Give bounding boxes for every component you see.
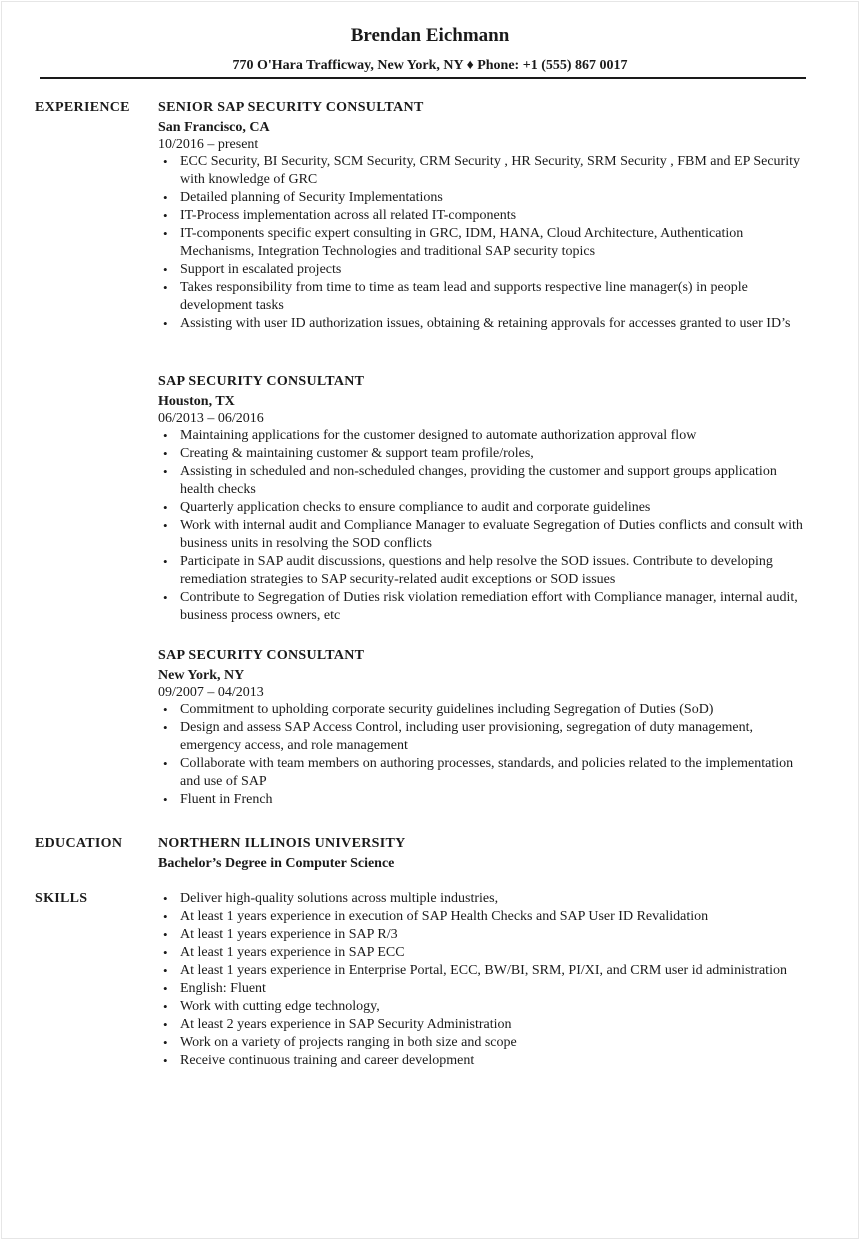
- bullet-item: • Design and assess SAP Access Control, including user provisioning, segregation of duty management, emergency access, and role management: [158, 719, 812, 755]
- header-divider: [40, 77, 806, 79]
- skill-item: • At least 1 years experience in SAP ECC: [158, 944, 812, 962]
- job-dates: 10/2016 – present: [158, 137, 259, 152]
- job-title: SAP SECURITY CONSULTANT: [158, 374, 365, 389]
- skill-item: • At least 1 years experience in Enterprise Portal, ECC, BW/BI, SRM, PI/XI, and CRM user id administration: [158, 962, 812, 980]
- candidate-name: Brendan Eichmann: [350, 25, 510, 46]
- job-dates: 06/2013 – 06/2016: [158, 411, 264, 426]
- degree: Bachelor’s Degree in Computer Science: [158, 856, 395, 871]
- section-label-education: EDUCATION: [35, 836, 123, 851]
- job-entry: [158, 99, 812, 333]
- job-location: New York, NY: [158, 668, 245, 683]
- skill-item: • English: Fluent: [158, 980, 812, 998]
- bullet-item: • IT-Process implementation across all related IT-components: [158, 207, 812, 225]
- bullet-item: • Commitment to upholding corporate security guidelines including Segregation of Duties (SoD): [158, 701, 812, 719]
- bullet-item: • Maintaining applications for the customer designed to automate authorization approval flow: [158, 427, 812, 445]
- job-title: SAP SECURITY CONSULTANT: [158, 648, 365, 663]
- job-bullets: [158, 427, 812, 625]
- job-dates: 09/2007 – 04/2013: [158, 685, 264, 700]
- bullet-item: • Contribute to Segregation of Duties risk violation remediation effort with Compliance manager, internal audit, business process owners, etc: [158, 589, 812, 625]
- bullet-item: • IT-components specific expert consulting in GRC, IDM, HANA, Cloud Architecture, Authentication Mechanisms, Integration Technologies and traditional SAP security topics: [158, 225, 812, 261]
- bullet-item: • Support in escalated projects: [158, 261, 812, 279]
- bullet-item: • Takes responsibility from time to time as team lead and supports respective line manager(s) in people development tasks: [158, 279, 812, 315]
- skill-item: • At least 1 years experience in execution of SAP Health Checks and SAP User ID Revalidation: [158, 908, 812, 926]
- bullet-item: • Assisting with user ID authorization issues, obtaining & retaining approvals for accesses granted to user ID’s: [158, 315, 812, 333]
- bullet-item: • Work with internal audit and Compliance Manager to evaluate Segregation of Duties conflicts and consult with business units in resolving the SOD conflicts: [158, 517, 812, 553]
- section-label-experience: EXPERIENCE: [35, 100, 130, 115]
- bullet-item: • ECC Security, BI Security, SCM Security, CRM Security , HR Security, SRM Security , FBM and EP Security with knowledge of GRC: [158, 153, 812, 189]
- section-label-skills: SKILLS: [35, 891, 88, 906]
- skill-item: • Deliver high-quality solutions across multiple industries,: [158, 890, 812, 908]
- skills-list: [158, 890, 812, 1070]
- job-location: San Francisco, CA: [158, 120, 270, 135]
- skills-body: [158, 890, 812, 1070]
- job-entry: [158, 647, 812, 809]
- bullet-item: • Assisting in scheduled and non-scheduled changes, providing the customer and support groups application health checks: [158, 463, 812, 499]
- job-bullets: [158, 701, 812, 809]
- bullet-item: • Fluent in French: [158, 791, 812, 809]
- bullet-item: • Detailed planning of Security Implementations: [158, 189, 812, 207]
- job-title: SENIOR SAP SECURITY CONSULTANT: [158, 100, 424, 115]
- bullet-item: • Quarterly application checks to ensure compliance to audit and corporate guidelines: [158, 499, 812, 517]
- skill-item: • At least 1 years experience in SAP R/3: [158, 926, 812, 944]
- contact-line: 770 O'Hara Trafficway, New York, NY ♦ Phone: +1 (555) 867 0017: [232, 58, 628, 73]
- bullet-item: • Collaborate with team members on authoring processes, standards, and policies related to the implementation and use of SAP: [158, 755, 812, 791]
- skill-item: • Work with cutting edge technology,: [158, 998, 812, 1016]
- education-body: [158, 835, 812, 873]
- job-bullets: [158, 153, 812, 333]
- skill-item: • At least 2 years experience in SAP Security Administration: [158, 1016, 812, 1034]
- school-name: NORTHERN ILLINOIS UNIVERSITY: [158, 836, 406, 851]
- job-location: Houston, TX: [158, 394, 235, 409]
- resume-header: [0, 24, 860, 75]
- bullet-item: • Participate in SAP audit discussions, questions and help resolve the SOD issues. Contribute to developing remediation strategies to SAP security-related audit exceptions or SOD issues: [158, 553, 812, 589]
- skill-item: • Receive continuous training and career development: [158, 1052, 812, 1070]
- job-entry: [158, 373, 812, 625]
- skill-item: • Work on a variety of projects ranging in both size and scope: [158, 1034, 812, 1052]
- bullet-item: • Creating & maintaining customer & support team profile/roles,: [158, 445, 812, 463]
